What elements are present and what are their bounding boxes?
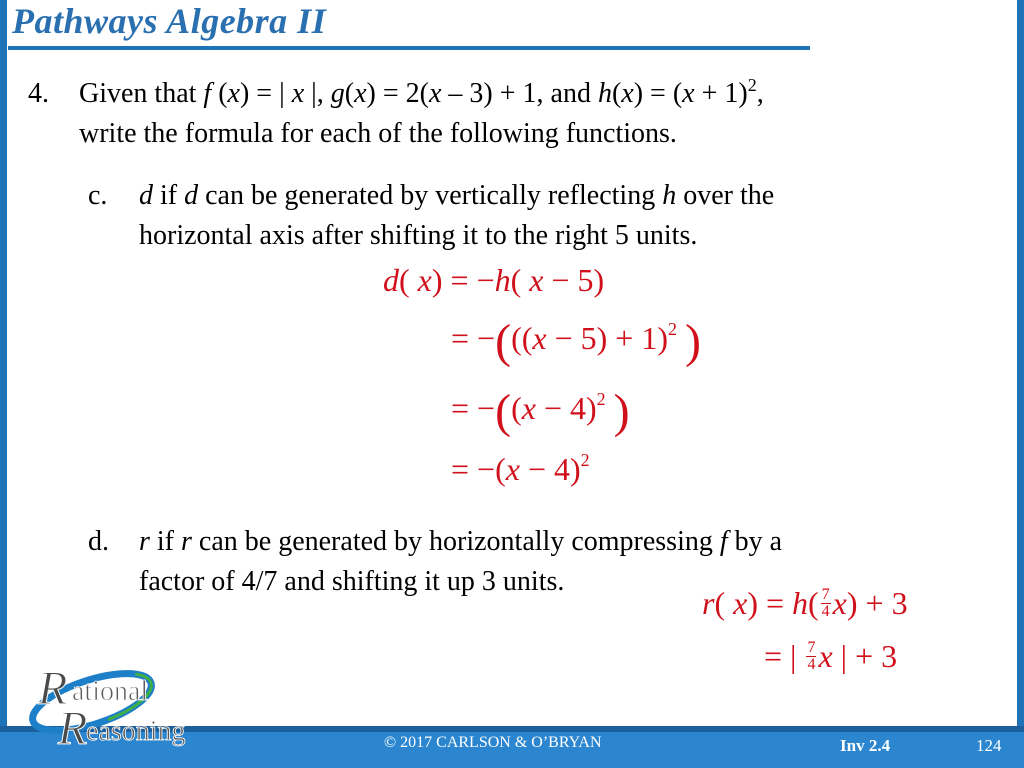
copyright-text: © 2017 CARLSON & O’BRYAN [384,734,602,751]
svg-text:R: R [58,702,88,755]
part-c-line-1 [88,176,774,216]
part-d-line-1 [88,522,782,562]
part-d-text: r if r can be generated by horizontally compressing f by a [139,526,783,557]
title-underline [8,46,810,50]
rational-reasoning-logo [14,656,254,756]
problem-number: 4. [28,78,49,109]
part-d-label: d. [88,526,109,557]
solution-c-line-1: d( x) = −h( x − 5) [383,262,605,298]
svg-text:R: R [38,662,68,715]
problem-intro-line-1: Given that f (x) = | x |, g(x) = 2(x – 3) + 1, and $h(x) = (x + 1)^2$, [79,75,764,109]
part-c-text: d if d can be generated by vertically reflecting h over the [139,180,775,211]
part-d-line-2: factor of 4/7 and shifting it up 3 units. [139,566,565,597]
solution-c-line-2: = $-(((x - 5) + 1)^2$ ) [451,315,701,368]
logo-word-2: easoning [86,716,186,747]
solution-c-line-4: = $-(x - 4)^2$ [451,450,590,487]
slide-title: Pathways Algebra II [12,1,327,41]
investigation-label: Inv 2.4 [840,736,891,755]
page-number: 124 [976,736,1002,755]
solution-d-line-1: r( x) = h( $\frac{7}{4}$ x) + 3 [702,585,908,621]
solution-d-line-2: = | $\frac{7}{4}$ x | + 3 [764,638,898,674]
problem-intro-line-2: write the formula for each of the following functions. [79,118,677,149]
part-c-label: c. [88,180,108,211]
logo-word-1: ational [72,676,149,707]
part-c-line-2: horizontal axis after shifting it to the right 5 units. [139,220,698,251]
solution-c-line-3: = $-((x - 4)^2$ ) [451,385,630,438]
